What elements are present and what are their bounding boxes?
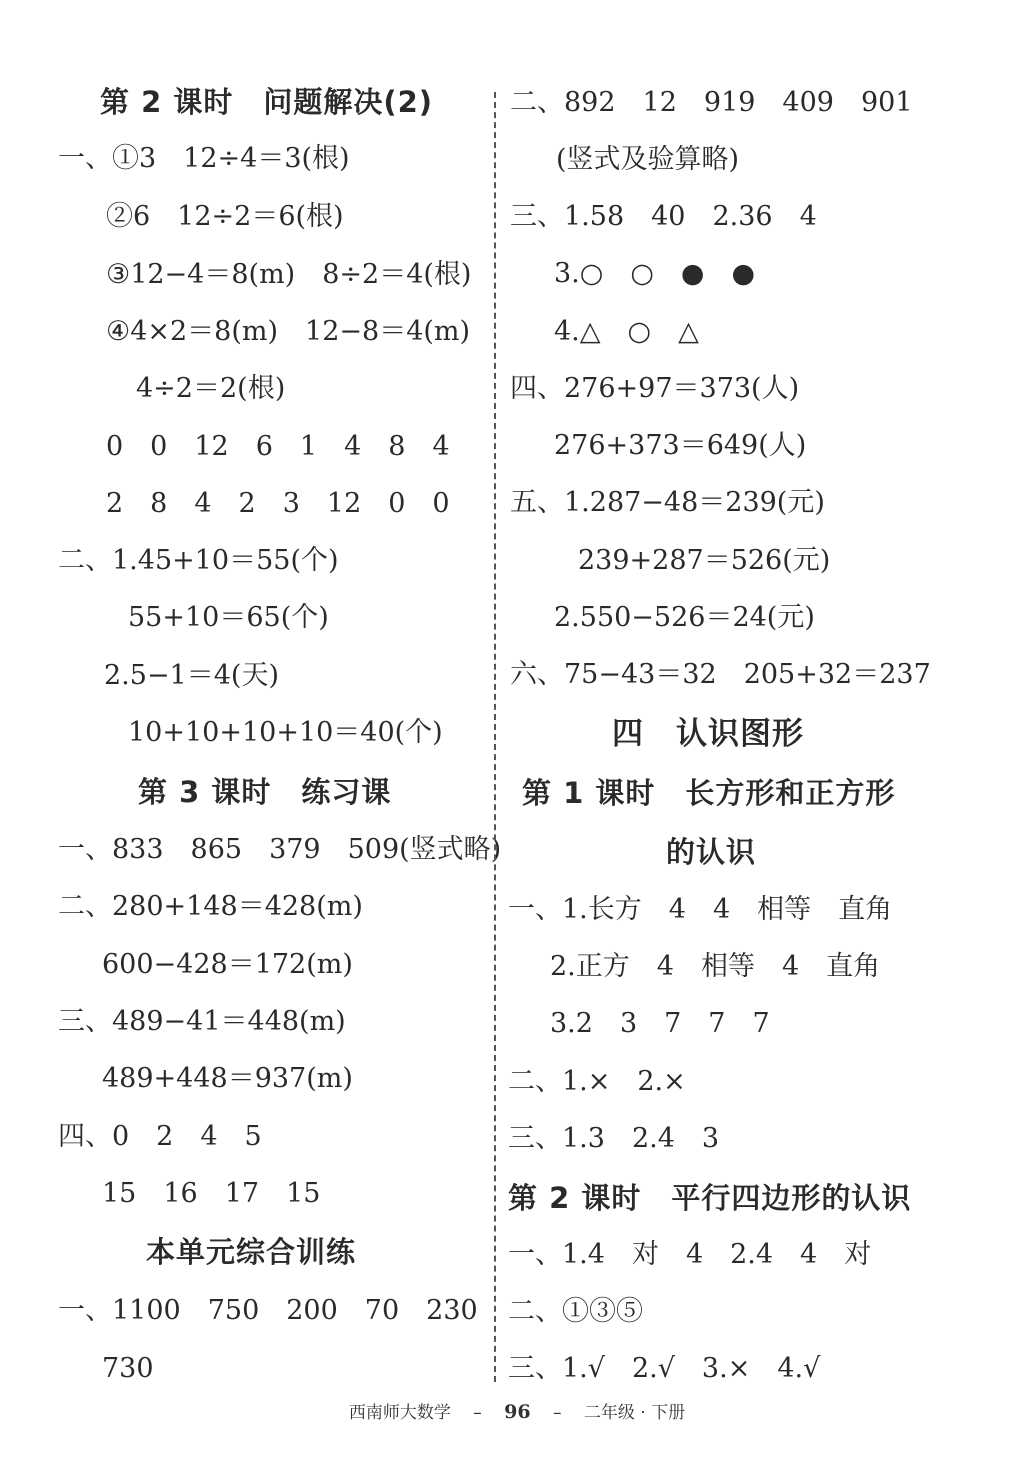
answer-line: 489+448＝937(m) [102, 1063, 353, 1094]
answer-line: 4.△ ○ △ [554, 316, 699, 347]
answer-line: 276+373＝649(人) [554, 430, 807, 461]
answer-line: 3.2 3 7 7 7 [550, 1008, 770, 1039]
answer-line: 二、892 12 919 409 901 [510, 87, 913, 118]
lesson-2b-title: 第 2 课时 平行四边形的认识 [508, 1181, 912, 1215]
answer-line: 四、0 2 4 5 [58, 1121, 262, 1152]
answer-line: 0 0 12 6 1 4 8 4 [106, 431, 450, 462]
answer-line: 一、833 865 379 509(竖式略) [58, 834, 502, 865]
lesson-3-title: 第 3 课时 练习课 [138, 775, 392, 809]
answer-line: 三、1.58 40 2.36 4 [510, 201, 817, 232]
answer-line: 15 16 17 15 [102, 1178, 321, 1209]
answer-line: 二、①③⑤ [508, 1296, 643, 1327]
answer-line: 六、75−43＝32 205+32＝237 [510, 659, 931, 690]
answer-line: ④4×2＝8(m) 12−8＝4(m) [106, 316, 471, 347]
answer-line: 2.550−526＝24(元) [554, 602, 815, 633]
page-footer [0, 1398, 1034, 1423]
answer-line: 三、1.3 2.4 3 [508, 1123, 720, 1154]
lesson-1-title: 第 1 课时 长方形和正方形 [522, 776, 896, 810]
answer-line: 一、1100 750 200 70 230 [58, 1295, 478, 1326]
answer-line: (竖式及验算略) [556, 144, 740, 175]
answer-line: 二、1.45+10＝55(个) [58, 545, 339, 576]
grade-label: 二年级 · 下册 [583, 1403, 686, 1423]
answer-line: 55+10＝65(个) [128, 602, 329, 633]
column-divider [494, 92, 496, 1382]
answer-line: 2.5−1＝4(天) [104, 660, 279, 691]
book-title: 西南师大数学 [348, 1403, 451, 1423]
answer-line: 10+10+10+10＝40(个) [128, 717, 443, 748]
answer-line: 600−428＝172(m) [102, 949, 353, 980]
answer-line: 2.正方 4 相等 4 直角 [550, 951, 881, 982]
answer-line: 一、①3 12÷4＝3(根) [58, 143, 350, 174]
page-number: 96 [504, 1401, 531, 1423]
footer-dash: – [536, 1403, 579, 1423]
answer-line: ②6 12÷2＝6(根) [106, 201, 344, 232]
answer-line: 3.○ ○ ● ● [554, 258, 755, 289]
answer-line: ③12−4＝8(m) 8÷2＝4(根) [106, 259, 472, 290]
lesson-1-title-cont: 的认识 [666, 835, 757, 869]
answer-line: 四、276+97＝373(人) [510, 373, 800, 404]
answer-line: 2 8 4 2 3 12 0 0 [106, 488, 450, 519]
answer-line: 730 [102, 1353, 154, 1384]
chapter-title: 四 认识图形 [612, 716, 804, 752]
answer-line: 一、1.4 对 4 2.4 4 对 [508, 1239, 872, 1270]
answer-line: 二、280+148＝428(m) [58, 891, 363, 922]
answer-line: 239+287＝526(元) [578, 545, 831, 576]
answer-line: 三、1.√ 2.√ 3.× 4.√ [508, 1353, 821, 1384]
lesson-2-title: 第 2 课时 问题解决(2) [100, 85, 434, 119]
answer-line: 4÷2＝2(根) [136, 373, 286, 404]
answer-line: 一、1.长方 4 4 相等 直角 [508, 894, 893, 925]
unit-review-title: 本单元综合训练 [146, 1235, 357, 1269]
answer-line: 二、1.× 2.× [508, 1066, 686, 1097]
answer-line: 五、1.287−48＝239(元) [510, 487, 825, 518]
answer-line: 三、489−41＝448(m) [58, 1006, 346, 1037]
footer-dash: – [456, 1403, 499, 1423]
